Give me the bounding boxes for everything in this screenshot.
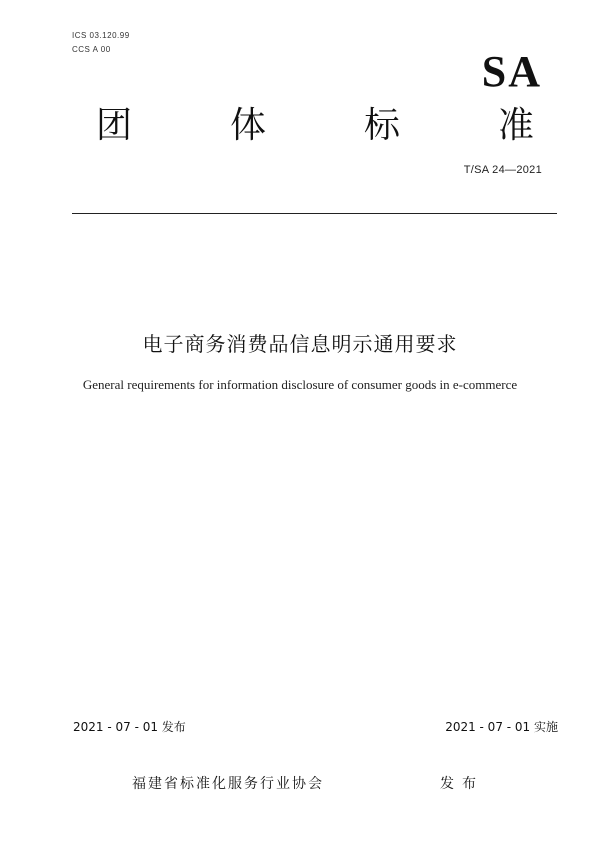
sa-logo: SA: [481, 47, 542, 96]
document-title-en: General requirements for information disclosure of consumer goods in e-commerce: [82, 377, 518, 392]
title-char-4: 准: [497, 105, 534, 146]
ics-code: ICS 03.120.99: [72, 31, 130, 40]
title-char-3: 标: [363, 105, 400, 146]
title-char-2: 体: [229, 105, 266, 146]
publisher-name: 福建省标准化服务行业协会: [132, 776, 324, 792]
document-title-cn: 电子商务消费品信息明示通用要求: [142, 332, 458, 356]
title-char-1: 团: [96, 105, 133, 146]
ccs-code: CCS A 00: [72, 45, 111, 54]
standard-type-title: [96, 105, 534, 146]
publish-label: 发布: [440, 776, 484, 792]
issue-date: 2021 - 07 - 01 发布: [73, 720, 186, 734]
implementation-date: 2021 - 07 - 01 实施: [445, 720, 558, 734]
standard-code: T/SA 24—2021: [463, 164, 542, 176]
header-divider: [72, 213, 557, 214]
